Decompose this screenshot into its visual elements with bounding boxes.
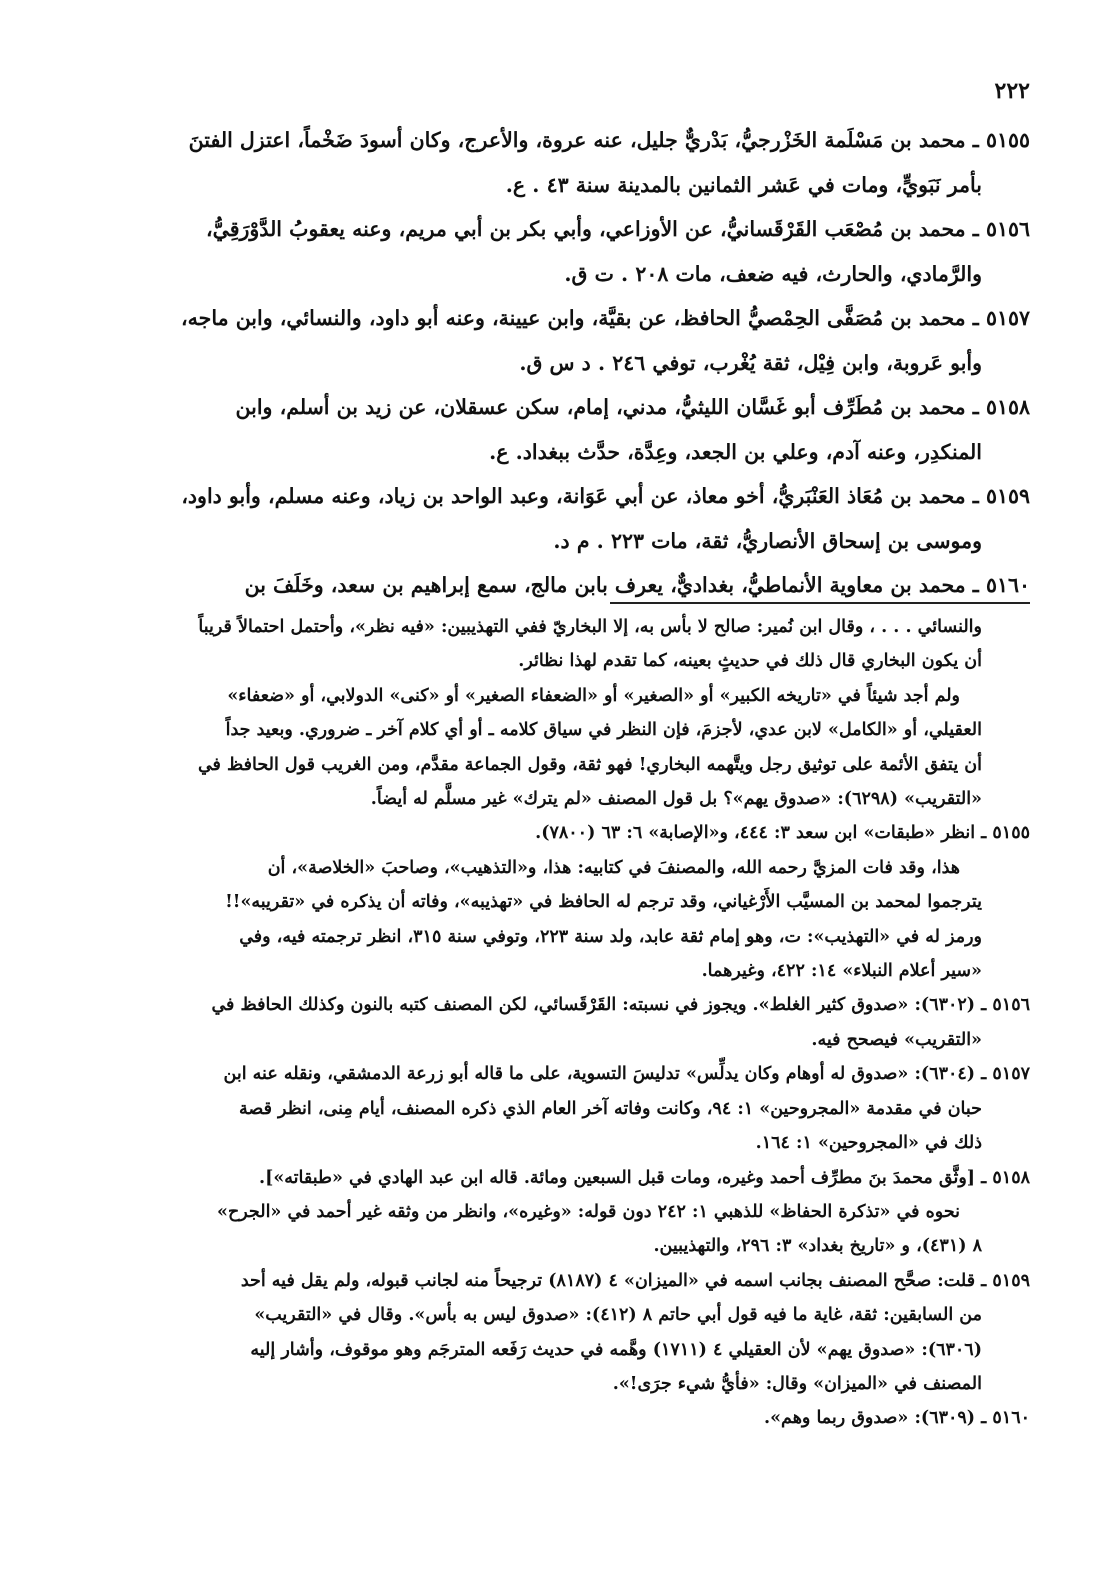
page-number: ٢٢٢ <box>994 78 1030 104</box>
entry-line: ٥١٥٧ ـ محمد بن مُصَفَّى الحِمْصيُّ الحافظ، عن بقيَّة، وابن عيينة، وعنه أبو داود، والنسائي، وابن ماجه، <box>181 306 1030 330</box>
entry-line: ٥١٥٨ ـ محمد بن مُطَرِّف أبو غَسَّان الليثيُّ، مدني، إمام، سكن عسقلان، عن زيد بن أسلم، وابن <box>235 395 1030 419</box>
footnote-line: ٥١٥٥ ـ انظر «طبقات» ابن سعد ٣: ٤٤٤، و«الإصابة» ٦: ٦٣ (٧٨٠٠). <box>535 823 1030 844</box>
footnote-line: ٥١٥٧ ـ (٦٣٠٤): «صدوق له أوهام وكان يدلِّس» تدليسَ التسوية، على ما قاله أبو زرعة الدمشقي، ونقله عنه ابن <box>223 1064 1030 1085</box>
footnote-line: حبان في مقدمة «المجروحين» ١: ٩٤، وكانت وفاته آخر العام الذي ذكره المصنف، أيام مِنى، انظر قصة <box>239 1098 982 1119</box>
footnotes <box>32 610 1030 1436</box>
footnote-line: أن يكون البخاري قال ذلك في حديثٍ بعينه، كما تقدم لهذا نظائر. <box>518 651 982 672</box>
footnote-line: «التقريب» (٦٢٩٨): «صدوق يهم»؟ بل قول المصنف «لم يترك» غير مسلَّم له أيضاً. <box>370 789 982 810</box>
entry-line: والرَّمادي، والحارث، فيه ضعف، مات ٢٠٨ . ت ق. <box>564 261 982 286</box>
footnote-line: ٨ (٤٣١)، و «تاريخ بغداد» ٣: ٢٩٦، والتهذيبين. <box>653 1236 982 1257</box>
entry-line: وموسى بن إسحاق الأنصاريُّ، ثقة، مات ٢٢٣ . م د. <box>553 528 982 553</box>
entry-5155 <box>32 118 1030 207</box>
footnote-line: المصنف في «الميزان» وقال: «فأيُّ شيء جرَى!». <box>612 1373 982 1394</box>
footnote-line: هذا، وقد فات المزيَّ رحمه الله، والمصنفَ في كتابيه: هذا، و«التذهيب»، وصاحبَ «الخلاصة»، أن <box>267 857 960 878</box>
entry-5158 <box>32 385 1030 474</box>
entry-line: وأبو عَروبة، وابن فِيْل، ثقة يُغْرب، توفي ٢٤٦ . د س ق. <box>519 350 982 375</box>
entry-line: ٥١٦٠ ـ محمد بن معاوية الأنماطيُّ، بغداديٌّ، يعرف بابن مالج، سمع إبراهيم بن سعد، وخَلَفَ بن <box>244 573 1030 597</box>
footnote-line: من السابقين: ثقة، غاية ما فيه قول أبي حاتم ٨ (٤١٢): «صدوق ليس به بأس». وقال في «التقريب» <box>254 1305 982 1326</box>
footnote-line: ٥١٥٦ ـ (٦٣٠٢): «صدوق كثير الغلط». ويجوز في نسبته: القَرْقَسائي، لكن المصنف كتبه بالنون وكذلك الحافظ في <box>211 995 1030 1016</box>
entry-5157 <box>32 296 1030 385</box>
entry-5159 <box>32 474 1030 563</box>
footnote-line: ذلك في «المجروحين» ١: ١٦٤. <box>755 1133 982 1154</box>
footnote-line: يترجموا لمحمد بن المسيَّب الأَرْغياني، وقد ترجم له الحافظ في «تهذيبه»، وفاته أن يذكره في «تقريبه»!! <box>225 892 982 913</box>
footnote-divider <box>610 602 1030 604</box>
entry-5160 <box>32 563 1030 608</box>
main-text <box>32 118 1030 608</box>
entry-line: المنكدِر، وعنه آدم، وعلي بن الجعد، وعِدَّة، حدَّث ببغداد. ع. <box>489 439 982 464</box>
footnote-line: نحوه في «تذكرة الحفاظ» للذهبي ١: ٢٤٢ دون قوله: «وغيره»، وانظر من وثقه غير أحمد في «الجرح» <box>217 1201 960 1222</box>
footnote-line: ورمز له في «التهذيب»: ت، وهو إمام ثقة عابد، ولد سنة ٢٢٣، وتوفي سنة ٣١٥، انظر ترجمته فيه، وفي <box>239 926 982 947</box>
footnote-line: أن يتفق الأئمة على توثيق رجل ويتَّهمه البخاري! فهو ثقة، وقول الجماعة مقدَّم، ومن الغريب قول الحافظ في <box>197 754 982 775</box>
entry-line: بأمر نَبَويٍّ، ومات في عَشر الثمانين بالمدينة سنة ٤٣ . ع. <box>505 172 982 197</box>
entry-line: ٥١٥٦ ـ محمد بن مُصْعَب القَرْقَسانيُّ، عن الأوزاعي، وأبي بكر بن أبي مريم، وعنه يعقوبُ الدَّوْرَقِيُّ، <box>206 217 1030 241</box>
footnote-line: ٥١٥٨ ـ [وثَّق محمدَ بنَ مطرِّف أحمد وغيره، ومات قبل السبعين ومائة. قاله ابن عبد الهادي في «طبقاته»]. <box>258 1167 1030 1188</box>
footnote-line: ٥١٦٠ ـ (٦٣٠٩): «صدوق ربما وهم». <box>764 1408 1030 1429</box>
footnote-line: (٦٣٠٦): «صدوق يهم» لأن العقيلي ٤ (١٧١١) وهَّمه في حديث رَفَعه المترجَم وهو موقوف، وأشار إليه <box>250 1339 982 1360</box>
entry-line: ٥١٥٥ ـ محمد بن مَسْلَمة الخَزْرجيُّ، بَدْريٌّ جليل، عنه عروة، والأعرج، وكان أسودَ ضَخْماً، اعتزل الفتنَ <box>188 128 1030 152</box>
footnote-line: العقيلي، أو «الكامل» لابن عدي، لأجزمَ، فإن النظر في سياق كلامه ـ أو أي كلام آخر ـ ضروري. وبعيد جداً <box>225 720 982 741</box>
footnote-line: ولم أجد شيئاً في «تاريخه الكبير» أو «الصغير» أو «الضعفاء الصغير» أو «كنى» الدولابي، أو «ضعفاء» <box>227 685 960 706</box>
entry-5156 <box>32 207 1030 296</box>
footnote-line: والنسائي . . . ، وقال ابن نُمير: صالح لا بأس به، إلا البخاريّ ففي التهذيبين: «فيه نظر»، وأحتمل احتمالاً قريباً <box>198 617 982 637</box>
entry-line: ٥١٥٩ ـ محمد بن مُعَاذ العَنْبَريُّ، أخو معاذ، عن أبي عَوَانة، وعبد الواحد بن زياد، وعنه مسلم، وأبو داود، <box>181 484 1030 508</box>
footnote-line: «سير أعلام النبلاء» ١٤: ٤٢٢، وغيرهما. <box>701 961 982 982</box>
footnote-line: «التقريب» فيصحح فيه. <box>811 1029 982 1050</box>
footnote-line: ٥١٥٩ ـ قلت: صحَّح المصنف بجانب اسمه في «الميزان» ٤ (٨١٨٧) ترجيحاً منه لجانب قبوله، ولم يقل فيه أحد <box>240 1270 1030 1291</box>
